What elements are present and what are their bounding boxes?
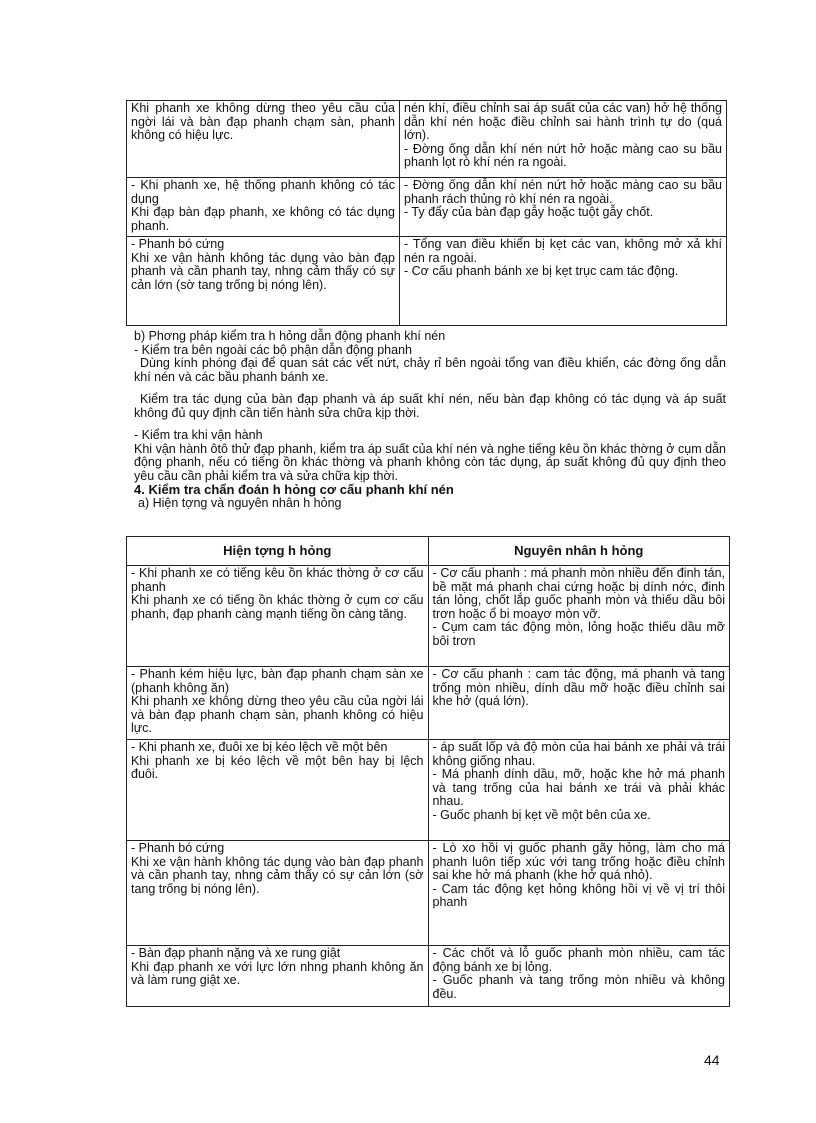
cause-cell: - Lò xo hồi vị guốc phanh gãy hỏng, làm cho má phanh luôn tiếp xúc với tang trống hoặc điều chỉnh sai khe hở má phanh (khe hở quá nhỏ). - Cam tác động kẹt hỏng không hồi vị về vị trí thôi phanh <box>428 841 730 946</box>
paragraph: Khi vận hành ôtô thử đạp phanh, kiểm tra áp suất của khí nén và nghe tiếng kêu ồn khác thờng ở cụm dẫn động phanh, nếu có tiếng ồn khác thờng và phanh không còn tác dụng, áp suất không đủ quy định theo yêu cầu cần phải kiểm tra và sửa chữa kịp thời. <box>134 441 726 483</box>
section-b <box>134 330 726 510</box>
cause-cell: - Tổng van điều khiển bị kẹt các van, không mở xả khí nén ra ngoài. - Cơ cấu phanh bánh xe bị kẹt trục cam tác động. <box>400 237 727 326</box>
section-heading: 4. Kiểm tra chẩn đoán h hỏng cơ cấu phanh khí nén <box>134 482 454 497</box>
table-row <box>127 946 730 1007</box>
table-row <box>127 740 730 841</box>
paragraph: Dùng kính phóng đại để quan sát các vết nứt, chảy rỉ bên ngoài tổng van điều khiển, các đờng ống dẫn khí nén và các bầu phanh bánh xe. <box>134 356 726 384</box>
cause-cell: nén khí, điều chỉnh sai áp suất của các van) hở hệ thống dẫn khí nén hoặc điều chỉnh sai hành trình tự do (quá lớn). - Đờng ống dẫn khí nén nứt hở hoặc màng cao su bầu phanh lọt rò khí nén ra ngoài. <box>400 101 727 178</box>
symptom-cell: - Khi phanh xe, hệ thống phanh không có tác dụng Khi đạp bàn đạp phanh, xe không có tác dụng phanh. <box>127 178 400 237</box>
cause-cell: - Đờng ống dẫn khí nén nứt hở hoặc màng cao su bầu phanh rách thủng rò khí nén ra ngoài. - Ty đẩy của bàn đạp gẫy hoặc tuột gẫy chốt. <box>400 178 727 237</box>
symptom-cell: - Bàn đạp phanh nặng và xe rung giật Khi đạp phanh xe với lực lớn nhng phanh không ăn và làm rung giật xe. <box>127 946 429 1007</box>
cause-cell: - Các chốt và lỗ guốc phanh mòn nhiều, cam tác động bánh xe bị lỏng. - Guốc phanh và tang trống mòn nhiều và không đều. <box>428 946 730 1007</box>
paragraph: - Kiểm tra khi vận hành <box>134 428 263 442</box>
table-row <box>127 841 730 946</box>
symptom-cell: - Phanh kém hiệu lực, bàn đạp phanh chạm sàn xe (phanh không ăn) Khi phanh xe không dừng theo yêu cầu của ngời lái và bàn đạp phanh chạm sàn, phanh không có hiệu lực. <box>127 667 429 740</box>
symptom-cell: - Phanh bó cứng Khi xe vận hành không tác dụng vào bàn đạp phanh và cần phanh tay, nhng cảm thấy có sự cản lớn (sờ tang trống bị nóng lên). <box>127 237 400 326</box>
section-b-title: b) Phơng pháp kiểm tra h hỏng dẫn động phanh khí nén <box>134 329 446 343</box>
fault-table-brake-mechanism <box>126 536 730 1007</box>
cause-cell: - áp suất lốp và độ mòn của hai bánh xe phải và trái không giống nhau. - Má phanh dính dầu, mỡ, hoặc khe hở má phanh và tang trống của hai bánh xe trái và phải khác nhau. - Guốc phanh bị kẹt về một bên của xe. <box>428 740 730 841</box>
symptom-cell: Khi phanh xe không dừng theo yêu cầu của ngời lái và bàn đạp phanh chạm sàn, phanh không có hiệu lực. <box>127 101 400 178</box>
section-subheading: a) Hiện tợng và nguyên nhân h hỏng <box>138 495 342 510</box>
paragraph: - Kiểm tra bên ngoài các bộ phận dẫn động phanh <box>134 342 412 357</box>
symptom-cell: - Phanh bó cứng Khi xe vận hành không tác dụng vào bàn đạp phanh và cần phanh tay, nhng cảm thấy có sự cản lớn (sờ tang trống bị nóng lên). <box>127 841 429 946</box>
cause-cell: - Cơ cấu phanh : cam tác động, má phanh và tang trống mòn nhiều, dính dầu mỡ hoặc điều chỉnh sai khe hở (quá lớn). <box>428 667 730 740</box>
symptom-cell: - Khi phanh xe, đuôi xe bị kéo lệch về một bên Khi phanh xe bị kéo lệch về một bên hay bị lệch đuôi. <box>127 740 429 841</box>
table-row <box>127 237 727 326</box>
cause-cell: - Cơ cấu phanh : má phanh mòn nhiều đến đinh tán, bề mặt má phanh chai cứng hoặc bị dính nớc, đinh tán lỏng, chốt lắp guốc phanh mòn và thiếu dầu bôi trơn hoặc ổ bi moayơ mòn vỡ. - Cụm cam tác động mòn, lỏng hoặc thiếu dầu mỡ bôi trơn <box>428 566 730 667</box>
column-header-symptom: Hiện tợng h hỏng <box>127 537 429 566</box>
symptom-cell: - Khi phanh xe có tiếng kêu ồn khác thờng ở cơ cấu phanh Khi phanh xe có tiếng ồn khác thờng ở cụm cơ cấu phanh, đạp phanh càng mạnh tiếng ồn càng tăng. <box>127 566 429 667</box>
table-row <box>127 101 727 178</box>
table-row <box>127 178 727 237</box>
table-row <box>127 566 730 667</box>
column-header-cause: Nguyên nhân h hỏng <box>428 537 730 566</box>
fault-table-top <box>126 100 727 326</box>
page-number: 44 <box>704 1052 720 1068</box>
paragraph: Kiểm tra tác dụng của bàn đạp phanh và áp suất khí nén, nếu bàn đạp không có tác dụng và áp suất không đủ quy định cần tiến hành sửa chữa kịp thời. <box>134 392 726 420</box>
table-row <box>127 667 730 740</box>
table-header-row <box>127 537 730 566</box>
